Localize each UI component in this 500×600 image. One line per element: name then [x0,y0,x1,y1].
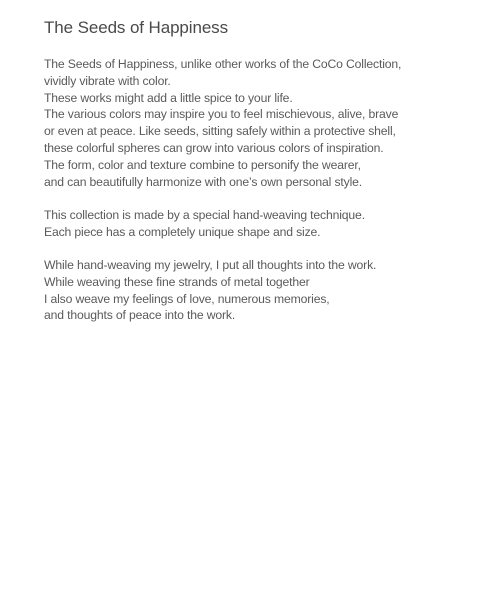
text-line: vividly vibrate with color. [44,73,171,88]
text-line: and can beautifully harmonize with one’s own personal style. [44,174,362,189]
article [44,17,484,324]
text-line: The Seeds of Happiness, unlike other works of the CoCo Collection, [44,57,402,71]
text-line: these colorful spheres can grow into various colors of inspiration. [44,140,384,155]
text-line: These works might add a little spice to your life. [44,90,293,105]
text-line: This collection is made by a special hand-weaving technique. [44,208,365,223]
text-line: While weaving these fine strands of metal together [44,274,310,289]
text-line: or even at peace. Like seeds, sitting safely within a protective shell, [44,124,396,139]
text-line: While hand-weaving my jewelry, I put all thoughts into the work. [44,257,377,272]
text-line: The form, color and texture combine to personify the wearer, [44,157,361,172]
paragraph-technique [44,207,484,241]
text-line: I also weave my feelings of love, numerous memories, [44,291,330,306]
text-line: and thoughts of peace into the work. [44,308,236,323]
page-title: The Seeds of Happiness [44,18,228,37]
text-line: Each piece has a completely unique shape and size. [44,225,321,240]
text-line: The various colors may inspire you to feel mischievous, alive, brave [44,107,399,122]
paragraph-weaving [44,257,484,324]
paragraph-intro [44,56,484,190]
